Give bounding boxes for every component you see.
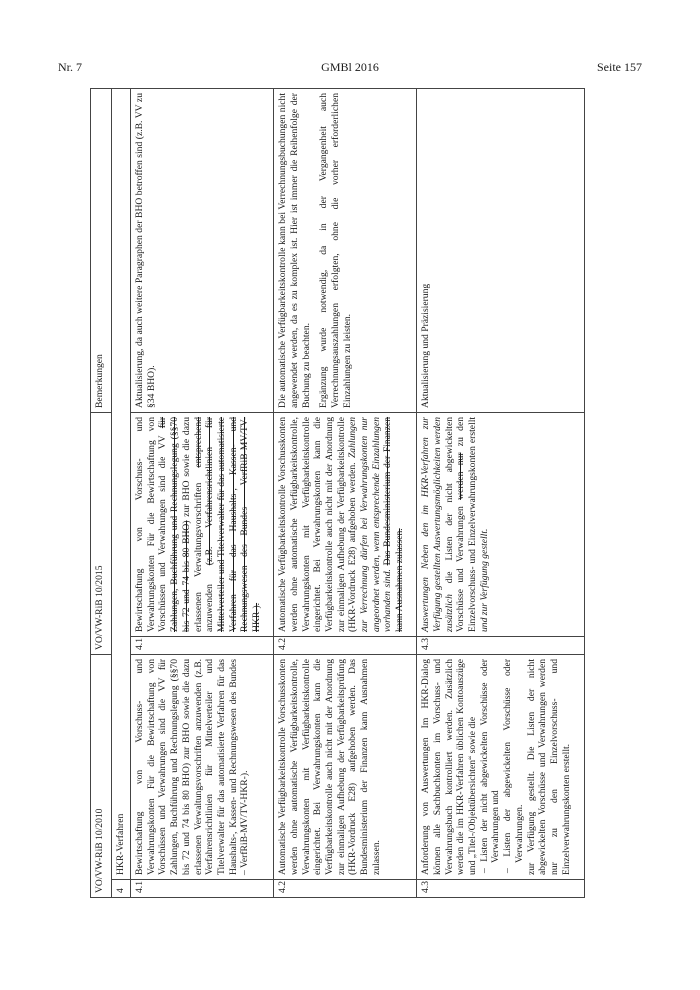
comparison-table <box>90 88 585 898</box>
remark-paragraph: Ergänzung wurde notwendig, da in der Vergangenheit auch Verrechnungsauszahlungen erfolgten, ohne die vorher erforderlichen Einzahlungen zu leisten. <box>318 93 353 408</box>
table-row <box>417 89 585 898</box>
row-number-old: 4.1 <box>131 880 274 898</box>
column-header-new: VO/VW-RiB 10/2015 <box>91 412 112 654</box>
old-text: Bewirtschaftung von Vorschuss- und Verwahrungskonten Für die Bewirtschaftung von Vorschüssen und Verwahrungen sind die VV für Zahlungen, Buchführung und Rechnungslegung (§§70 bis 72 und 74 bis 80 BHO) zur BHO sowie die dazu erlassenen Verwaltungsvorschriften anzuwenden (z.B. Verfahrensrichtlinien für Mittelverteiler und Titelverwalter für das automatisierte Verfahren für das Haushalts-, Kassen- und Rechnungswesen des Bundes – VerfRiB-MV/TV-HKR-). <box>131 654 274 879</box>
section-row <box>112 89 131 898</box>
table-row <box>131 89 274 898</box>
row-number-old: 4.2 <box>274 880 417 898</box>
deleted-text: werden nur <box>455 452 467 500</box>
rotated-table-wrapper <box>90 88 585 898</box>
section-title: HKR-Verfahren <box>112 89 131 880</box>
new-text-part: anzuwenden <box>204 584 216 632</box>
remark-paragraph: Die automatische Verfügbarkeitskontrolle kann bei Verrechnungsbuchungen nicht angewendet werden, da es zu komplex ist. Hier ist immer die Reihenfolge der Buchung zu beachten. <box>277 93 312 408</box>
new-text-part: zur BHO sowie die dazu erlassenen Verwaltungsvorschriften <box>180 416 204 632</box>
old-text-part: zur Verfügung gestellt. Die Listen der nicht abgewickelten Vorschüsse und Verwahrungen werden nur zu den Einzelvorschuss- und Einzelverwahrungskonten erstellt. <box>525 658 572 875</box>
new-text <box>417 412 585 636</box>
inserted-text: und zur Verfügung gestellt. <box>478 528 490 632</box>
row-number-new: 4.3 <box>417 636 585 654</box>
deleted-text: (z.B. Verfahrensrichtlinien für Mittelverteiler und Titelverwalter für das automatisierte Verfahren für das Haushalts-, Kassen- und Rechnungswesen des Bundes – VerfRiB-MV/TV-HKR-). <box>204 416 263 632</box>
new-text-part: die Listen der nicht abgewickelten Vorschüsse und Verwahrungen <box>443 416 467 632</box>
new-text-part: Bewirtschaftung von Vorschuss- und Verwahrungskonten Für die Bewirtschaftung von Vorschüssen und Verwahrungen sind die VV <box>134 416 169 632</box>
row-number-old: 4.3 <box>417 880 585 898</box>
remark-text: Aktualisierung und Präzisierung <box>417 89 585 413</box>
row-number-new: 4.1 <box>131 636 274 654</box>
old-text <box>417 654 585 879</box>
table-row <box>274 89 417 898</box>
journal-title: GMBl 2016 <box>321 60 379 74</box>
inserted-text: Zahlungen zur Verrechnung dürfen bei Verwahrungskonten nur angeordnet werden, wenn entsprechende Einzahlungen vorhanden sind. <box>347 416 394 632</box>
page-label-left: Nr. 7 <box>58 60 82 74</box>
old-text: Automatische Verfügbarkeitskontrolle Vorschusskonten werden ohne automatische Verfügbarkeitskontrolle, Verwahrungskonten mit Verfügbarkeitskontrolle eingerichtet. Bei Verwahrungskonten kann die Verfügbarkeitskontrolle auch nicht mit der Anordnung zur einmaligen Aufhebung der Verfügbarkeitsprüfung (HKR-Vordruck E28) aufgehoben werden. Das Bundesministerium der Finanzen kann Ausnahmen zulassen. <box>274 654 417 879</box>
list-item: – Listen der nicht abgewickelten Vorschüsse oder Verwahrungen und <box>479 659 502 863</box>
deleted-text: für Zahlungen, Buchführung und Rechnungslegung (§§70 bis 72 und 74 bis 80 BHO) <box>157 416 192 632</box>
remark-text: Aktualisierung, da auch weitere Paragraphen der BHO betroffen sind (z.B. VV zu §34 BHO). <box>131 89 274 413</box>
page-number: Seite 157 <box>597 60 642 74</box>
deleted-text: Das Bundesministerium der Finanzen kann Ausnahmen zulassen. <box>382 416 406 632</box>
remark-text <box>274 89 417 413</box>
table-header-row <box>91 89 112 898</box>
column-header-remarks: Bemerkungen <box>91 89 112 413</box>
list-item: – Listen der abgewickelten Vorschüsse oder Verwahrungen. <box>502 659 525 863</box>
inserted-text: Auswertungen Neben den im HKR-Verfahren zur Verfügung gestellten Auswertungsmöglichkeiten werden zusätzlich <box>420 416 455 632</box>
column-header-old: VO/VW-RiB 10/2010 <box>91 654 112 897</box>
section-number: 4 <box>112 880 131 898</box>
new-text <box>274 412 417 636</box>
old-list <box>479 659 526 875</box>
deleted-text: entsprechend <box>192 416 204 468</box>
old-text-part: Anforderung von Auswertungen Im HKR-Dialog können alle Sachbuchkonten im Vorschuss- und Verwahrungsbuch kontrolliert werden. Zusätzlich werden die im HKR-Verfahren üblichen Kontoauszüge und „Titel-/Objektübersichten“ sowie die <box>420 658 478 875</box>
new-text-part: zu den Einzelvorschuss- und Einzelverwahrungskonten erstellt <box>455 416 478 632</box>
new-text <box>131 412 274 636</box>
new-text-part: Automatische Verfügbarkeitskontrolle Vorschusskonten werden ohne automatische Verfügbarkeitskontrolle, Verwahrungskonten mit Verfügbarkeitskontrolle eingerichtet. Bei Verwahrungskonten kann die Verfügbarkeitskontrolle auch nicht mit der Anordnung zur einmaligen Aufhebung der Verfügbarkeitskontrolle (HKR-Vordruck E28) aufgehoben werden. <box>277 416 359 632</box>
row-number-new: 4.2 <box>274 636 417 654</box>
